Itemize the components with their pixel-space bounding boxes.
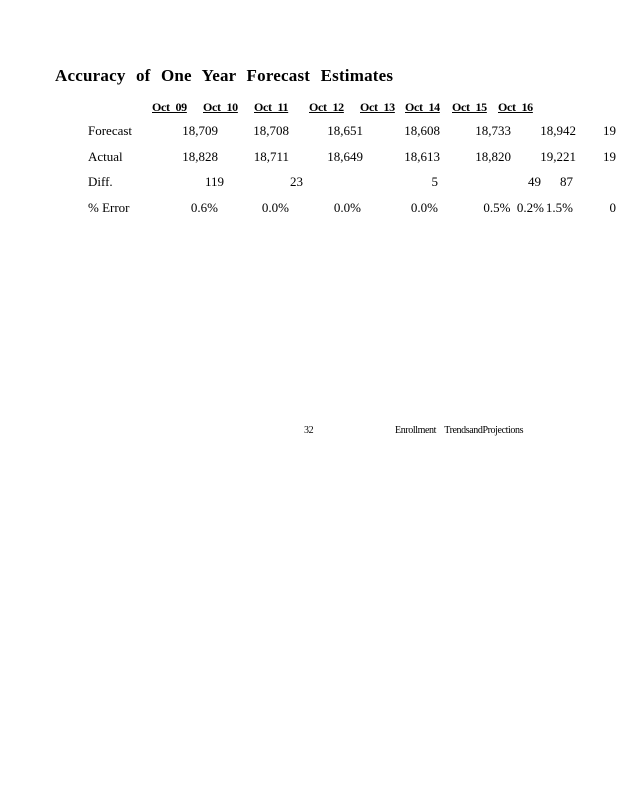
table-cell: 18,651 (327, 123, 363, 138)
page-number: 32 (304, 425, 314, 436)
table-cell: 0 (609, 200, 616, 215)
table-cell: 23 (283, 174, 303, 189)
row-label-forecast: Forecast (88, 123, 133, 138)
table-cell: 18,649 (327, 149, 363, 164)
column-header: Oct 15 (452, 100, 487, 114)
table-cell: 19 (603, 123, 616, 138)
table-cell: 0.0% (333, 200, 361, 215)
table-cell: 18,711 (253, 149, 289, 164)
table-cell: 0.0% (261, 200, 289, 215)
table-cell: 0.5% 0.2% (483, 200, 544, 215)
table-cell: 19 (603, 149, 616, 164)
table-cell: 18,820 (475, 149, 511, 164)
column-header: Oct 12 (309, 100, 344, 114)
table-cell: 18,613 (404, 149, 440, 164)
table-cell: 18,708 (253, 123, 289, 138)
table-cell: 0.6% (190, 200, 218, 215)
column-header: Oct 14 (405, 100, 440, 114)
row-label-percent-error: % Error (88, 200, 130, 215)
page-title: Accuracy of One Year Forecast Estimates (55, 66, 394, 85)
row-label-diff: Diff. (88, 174, 113, 189)
footer-document-title: Enrollment TrendsandProjections (395, 425, 524, 436)
table-cell: 5 (431, 174, 438, 189)
column-header: Oct 13 (360, 100, 395, 114)
table-cell: 87 (560, 174, 573, 189)
table-cell: 18,608 (404, 123, 440, 138)
column-header: Oct 11 (254, 100, 289, 114)
table-cell: 18,733 (475, 123, 511, 138)
column-header: Oct 09 (152, 100, 187, 114)
table-cell: 18,709 (182, 123, 218, 138)
table-cell: 19,221 (540, 149, 576, 164)
table-cell: 1.5% (545, 200, 573, 215)
table-cell: 119 (204, 174, 224, 189)
column-header: Oct 10 (203, 100, 238, 114)
table-cell: 0.0% (410, 200, 438, 215)
row-label-actual: Actual (88, 149, 123, 164)
column-header: Oct 16 (498, 100, 533, 114)
table-cell: 18,942 (540, 123, 576, 138)
table-cell: 18,828 (182, 149, 218, 164)
table-cell: 49 (521, 174, 541, 189)
